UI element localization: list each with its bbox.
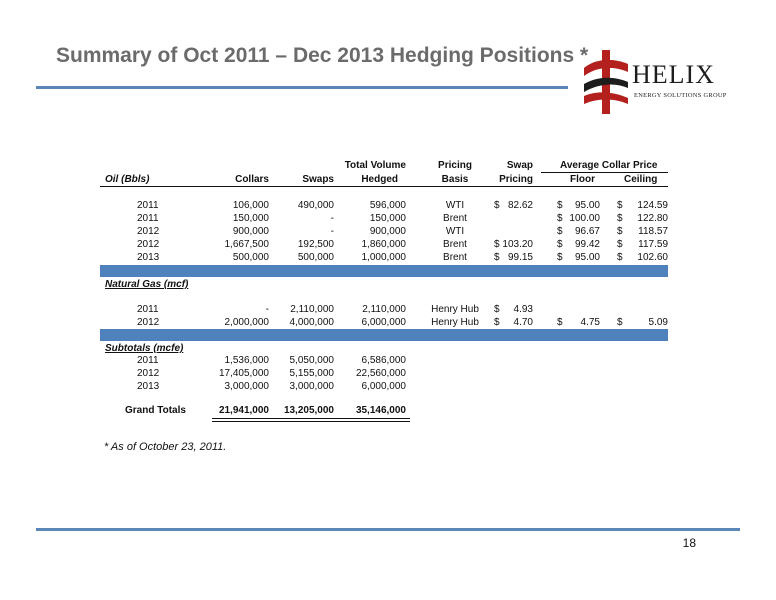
cell-swaps: - bbox=[330, 213, 334, 224]
cell-year: 2011 bbox=[137, 213, 159, 224]
cell-swaps: 500,000 bbox=[297, 252, 334, 263]
cell-swaps: 192,500 bbox=[297, 239, 334, 250]
table-row bbox=[100, 381, 668, 393]
cell-ceiling: 124.59 bbox=[637, 200, 668, 211]
cell-collars: 1,667,500 bbox=[224, 239, 269, 250]
header-total-volume-line2: Hedged bbox=[361, 174, 398, 185]
logo-wordmark: HELIX bbox=[632, 60, 715, 89]
table-row bbox=[100, 252, 668, 264]
header-oil: Oil (Bbls) bbox=[105, 174, 150, 185]
page-title: Summary of Oct 2011 – Dec 2013 Hedging Positions * bbox=[56, 44, 589, 67]
cell-floor: 99.42 bbox=[574, 239, 600, 250]
cell-ceiling-dollar: $ bbox=[617, 200, 623, 211]
grand-total-collars: 21,941,000 bbox=[218, 405, 269, 416]
cell-floor: 95.00 bbox=[574, 252, 600, 263]
table-row bbox=[100, 239, 668, 251]
cell-collars: 500,000 bbox=[232, 252, 269, 263]
cell-swaps: 4,000,000 bbox=[289, 317, 334, 328]
cell-swap-dollar: $ bbox=[494, 252, 500, 263]
footer-divider bbox=[36, 528, 740, 531]
table-row bbox=[100, 226, 668, 238]
helix-emblem-icon bbox=[580, 50, 632, 114]
header-pricing-basis-line2: Basis bbox=[441, 174, 469, 185]
cell-year: 2011 bbox=[137, 304, 159, 315]
cell-year: 2012 bbox=[137, 226, 160, 237]
grand-totals-double-underline bbox=[212, 418, 410, 419]
cell-swaps: 490,000 bbox=[297, 200, 334, 211]
cell-ceiling-dollar: $ bbox=[617, 317, 623, 328]
cell-collars: 1,536,000 bbox=[224, 355, 269, 366]
cell-floor: 95.00 bbox=[574, 200, 600, 211]
logo-tagline: ENERGY SOLUTIONS GROUP bbox=[634, 92, 727, 99]
cell-ceiling-dollar: $ bbox=[617, 239, 623, 250]
cell-year: 2013 bbox=[137, 381, 160, 392]
cell-swaps: 5,155,000 bbox=[289, 368, 334, 379]
cell-total: 2,110,000 bbox=[362, 304, 406, 315]
cell-collars: - bbox=[265, 304, 269, 315]
title-divider bbox=[36, 86, 568, 89]
grand-totals-row bbox=[100, 405, 668, 417]
header-swap-pricing-line2: Pricing bbox=[499, 174, 533, 185]
cell-year: 2012 bbox=[137, 368, 160, 379]
table-row bbox=[100, 200, 668, 212]
cell-ceiling: 102.60 bbox=[637, 252, 668, 263]
page-number: 18 bbox=[682, 536, 696, 550]
footnote: * As of October 23, 2011. bbox=[104, 441, 227, 453]
cell-total: 6,000,000 bbox=[361, 381, 406, 392]
cell-collars: 3,000,000 bbox=[224, 381, 269, 392]
cell-total: 6,586,000 bbox=[361, 355, 406, 366]
header-ceiling: Ceiling bbox=[624, 174, 658, 185]
grand-totals-double-underline bbox=[212, 421, 410, 422]
cell-total: 900,000 bbox=[369, 226, 406, 237]
table-row bbox=[100, 355, 668, 367]
cell-ceiling: 122.80 bbox=[637, 213, 668, 224]
cell-swaps: - bbox=[330, 226, 334, 237]
cell-total: 596,000 bbox=[369, 200, 406, 211]
cell-swaps: 3,000,000 bbox=[289, 381, 334, 392]
section-band bbox=[100, 329, 668, 341]
cell-year: 2012 bbox=[137, 239, 160, 250]
avg-collar-underline bbox=[541, 172, 668, 173]
cell-swap-price: 82.62 bbox=[507, 200, 533, 211]
cell-swaps: 5,050,000 bbox=[289, 355, 334, 366]
cell-ceiling-dollar: $ bbox=[617, 252, 623, 263]
cell-floor-dollar: $ bbox=[557, 226, 563, 237]
cell-year: 2011 bbox=[137, 355, 159, 366]
cell-collars: 150,000 bbox=[232, 213, 269, 224]
cell-total: 150,000 bbox=[369, 213, 406, 224]
header-total-volume-line1: Total Volume bbox=[344, 160, 406, 171]
cell-floor-dollar: $ bbox=[557, 239, 563, 250]
grand-total-swaps: 13,205,000 bbox=[283, 405, 334, 416]
cell-collars: 2,000,000 bbox=[224, 317, 269, 328]
cell-swap-dollar: $ bbox=[494, 304, 500, 315]
cell-swaps: 2,110,000 bbox=[290, 304, 334, 315]
grand-totals-label: Grand Totals bbox=[125, 405, 186, 416]
cell-ceiling-dollar: $ bbox=[617, 213, 623, 224]
table-row bbox=[100, 213, 668, 225]
header-swaps: Swaps bbox=[302, 174, 334, 185]
cell-ceiling-dollar: $ bbox=[617, 226, 623, 237]
cell-ceiling: 5.09 bbox=[648, 317, 668, 328]
cell-swap-price: 4.70 bbox=[513, 317, 533, 328]
helix-logo bbox=[580, 50, 730, 114]
cell-ceiling: 118.57 bbox=[638, 226, 668, 237]
cell-swap-dollar: $ bbox=[494, 239, 500, 250]
table-row bbox=[100, 368, 668, 380]
header-collars: Collars bbox=[235, 174, 269, 185]
header-pricing-basis-line1: Pricing bbox=[438, 160, 472, 171]
cell-collars: 106,000 bbox=[232, 200, 269, 211]
cell-total: 1,860,000 bbox=[361, 239, 406, 250]
cell-ceiling: 117.59 bbox=[638, 239, 668, 250]
table-row bbox=[100, 317, 668, 329]
cell-collars: 900,000 bbox=[232, 226, 269, 237]
cell-total: 6,000,000 bbox=[361, 317, 406, 328]
cell-basis: WTI bbox=[445, 200, 465, 211]
cell-swap-price: 4.93 bbox=[513, 304, 533, 315]
cell-floor-dollar: $ bbox=[557, 252, 563, 263]
cell-total: 22,560,000 bbox=[355, 368, 406, 379]
section-subtotals-label: Subtotals (mcfe) bbox=[105, 343, 184, 354]
cell-basis: Brent bbox=[443, 213, 467, 224]
cell-year: 2011 bbox=[137, 200, 159, 211]
cell-floor: 100.00 bbox=[569, 213, 600, 224]
cell-floor: 4.75 bbox=[580, 317, 600, 328]
cell-basis: Brent bbox=[443, 239, 467, 250]
header-swap-pricing-line1: Swap bbox=[506, 160, 533, 171]
cell-floor-dollar: $ bbox=[557, 213, 563, 224]
cell-basis: Henry Hub bbox=[431, 317, 479, 328]
cell-floor-dollar: $ bbox=[557, 317, 563, 328]
cell-swap-dollar: $ bbox=[494, 317, 500, 328]
cell-basis: Henry Hub bbox=[431, 304, 479, 315]
table-row bbox=[100, 304, 668, 316]
cell-basis: WTI bbox=[445, 226, 465, 237]
cell-collars: 17,405,000 bbox=[218, 368, 269, 379]
cell-swap-dollar: $ bbox=[494, 200, 500, 211]
header-underline bbox=[100, 186, 668, 187]
section-band bbox=[100, 265, 668, 277]
cell-basis: Brent bbox=[443, 252, 467, 263]
cell-floor: 96.67 bbox=[574, 226, 600, 237]
section-natural-gas-label: Natural Gas (mcf) bbox=[105, 279, 189, 290]
grand-total-volume: 35,146,000 bbox=[355, 405, 406, 416]
header-floor: Floor bbox=[570, 174, 595, 185]
cell-swap-price: 99.15 bbox=[507, 252, 533, 263]
cell-year: 2013 bbox=[137, 252, 160, 263]
cell-swap-price: 103.20 bbox=[502, 239, 533, 250]
cell-year: 2012 bbox=[137, 317, 160, 328]
header-average-collar-price: Average Collar Price bbox=[560, 160, 658, 171]
cell-floor-dollar: $ bbox=[557, 200, 563, 211]
cell-total: 1,000,000 bbox=[361, 252, 406, 263]
